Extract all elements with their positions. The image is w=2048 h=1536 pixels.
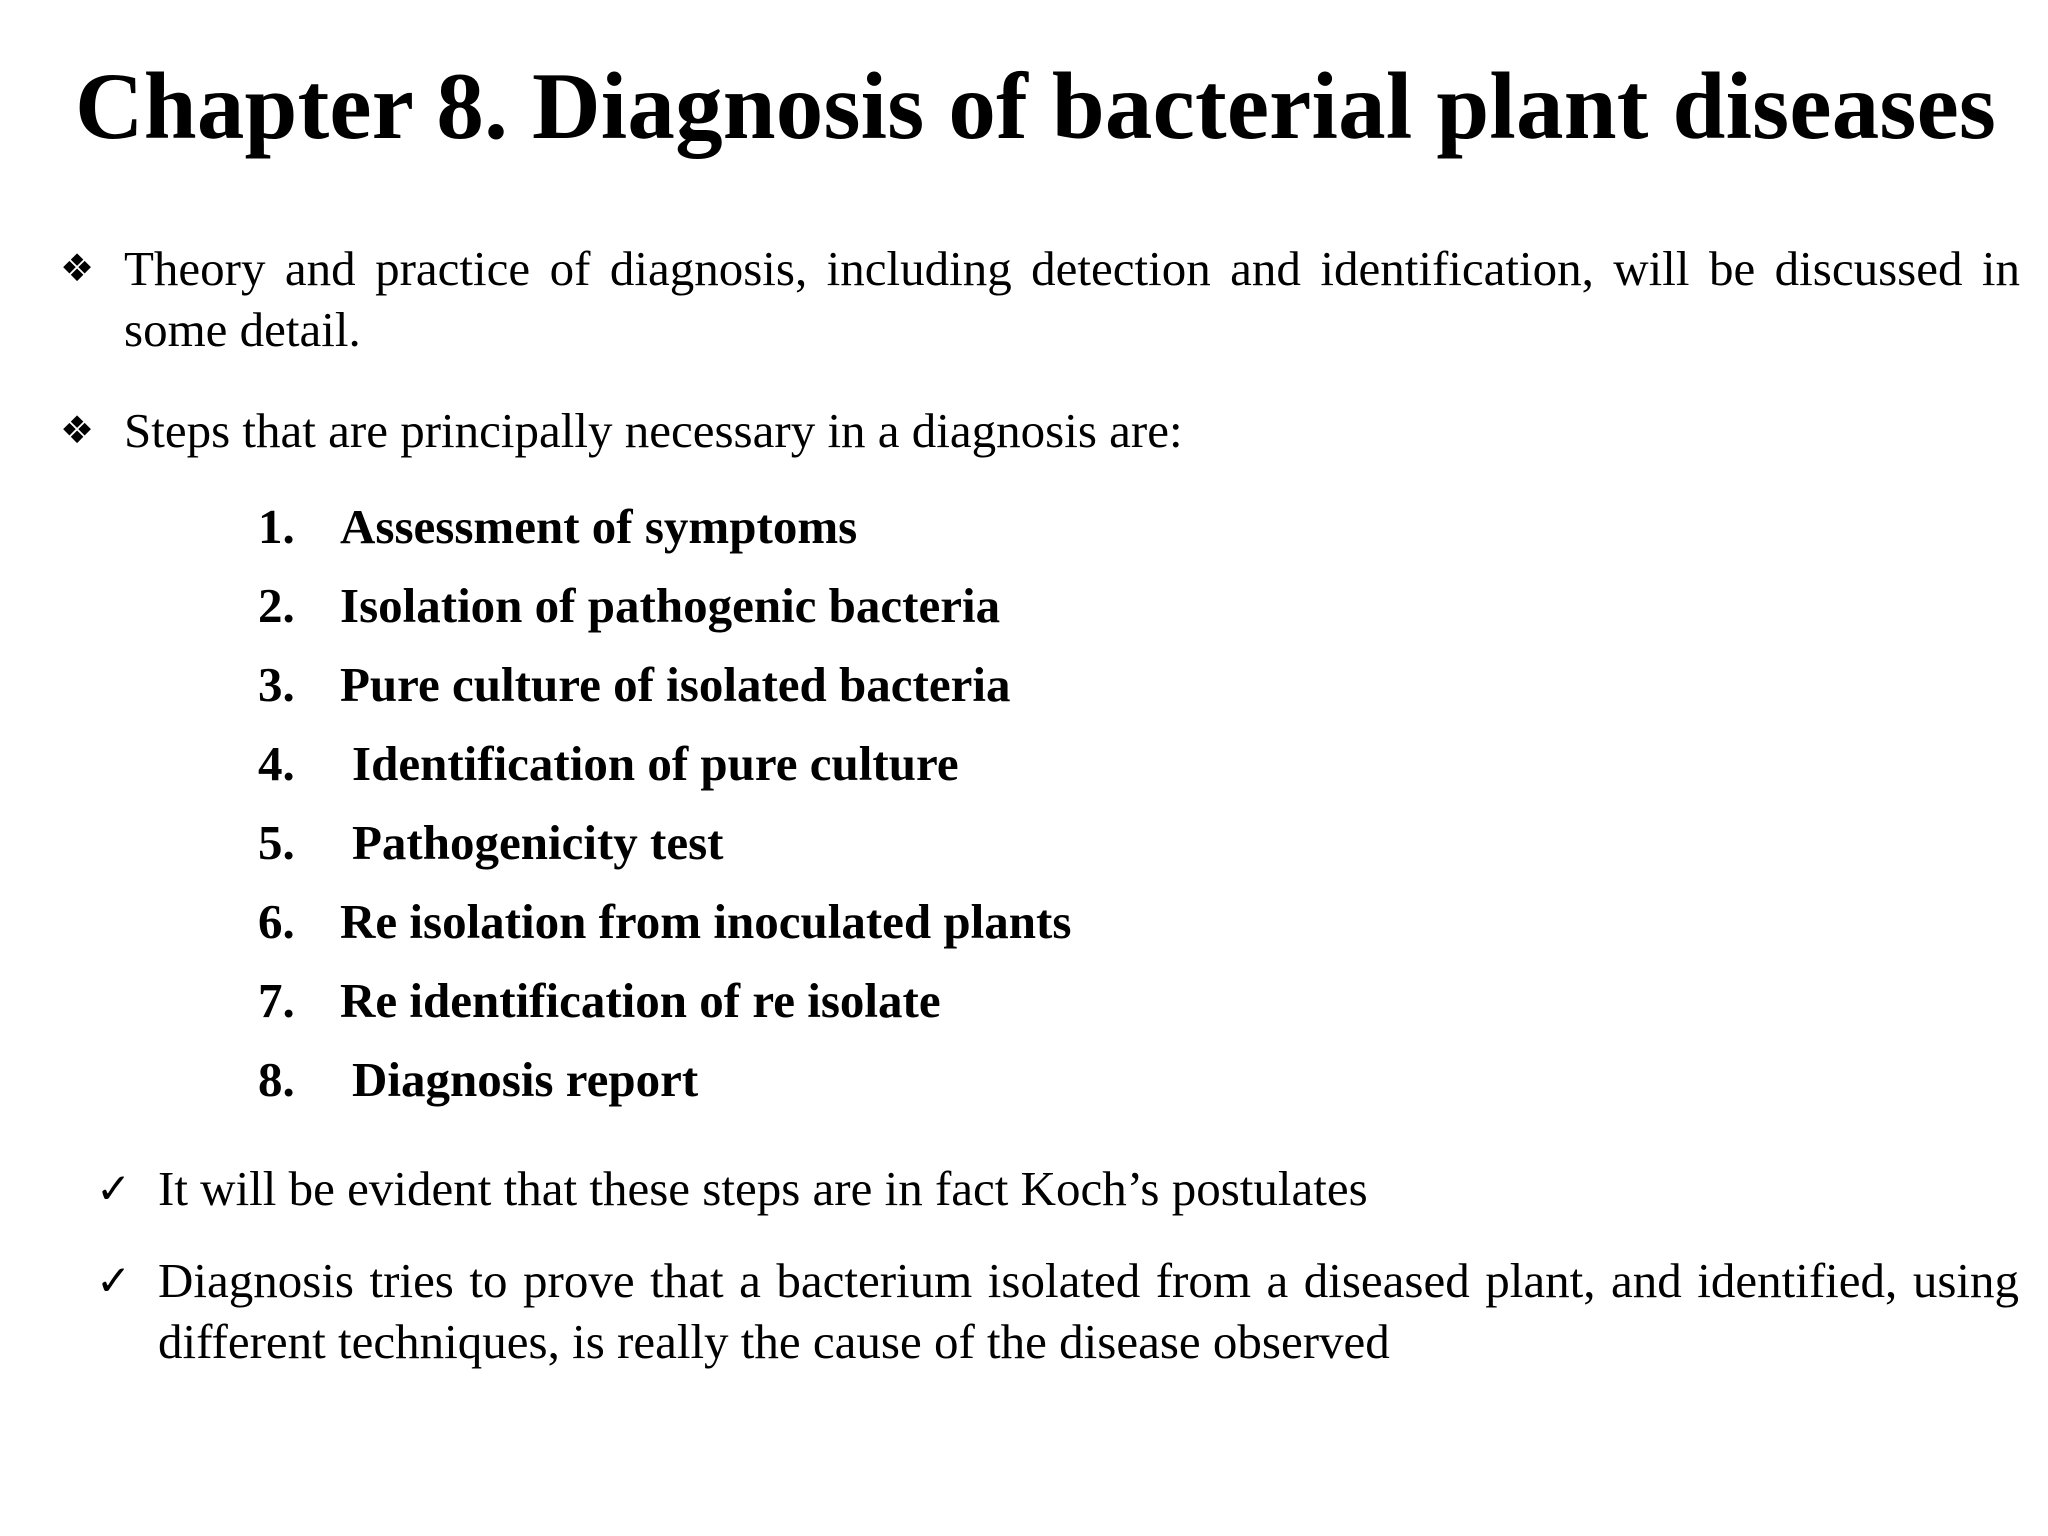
checkmark-icon: ✓ (96, 1164, 132, 1213)
check-text: It will be evident that these steps are in fact Koch’s postulates (158, 1161, 1368, 1216)
step-item (258, 961, 1071, 1040)
diamond-bullet-icon: ❖ (60, 246, 95, 290)
step-item (258, 1040, 1071, 1119)
step-number: 7. (258, 973, 295, 1028)
step-item (258, 566, 1071, 645)
step-label: Identification of pure culture (352, 736, 959, 791)
slide-title: Chapter 8. Diagnosis of bacterial plant diseases (75, 53, 1997, 159)
step-label: Re isolation from inoculated plants (340, 894, 1072, 949)
bullet-text: Theory and practice of diagnosis, including detection and identification, will be discussed in some detail. (124, 241, 2020, 357)
step-label: Diagnosis report (352, 1052, 699, 1107)
bullet-list (60, 238, 2020, 461)
check-list (96, 1158, 2019, 1372)
step-number: 1. (258, 499, 295, 554)
bullet-text: Steps that are principally necessary in a diagnosis are: (124, 403, 1183, 458)
step-item (258, 803, 1071, 882)
step-number: 4. (258, 736, 295, 791)
diamond-bullet-icon: ❖ (60, 408, 95, 452)
step-item (258, 882, 1071, 961)
step-item (258, 724, 1071, 803)
check-text: Diagnosis tries to prove that a bacterium isolated from a diseased plant, and identified, using different techniques, is really the cause of the disease observed (158, 1253, 2019, 1369)
step-label: Assessment of symptoms (340, 499, 858, 554)
step-item (258, 645, 1071, 724)
diagnosis-steps-list (258, 487, 1071, 1119)
step-label: Re identification of re isolate (340, 973, 941, 1028)
checkmark-icon: ✓ (96, 1256, 132, 1305)
check-item (96, 1250, 2019, 1372)
step-item (258, 487, 1071, 566)
step-label: Pure culture of isolated bacteria (340, 657, 1011, 712)
step-number: 3. (258, 657, 295, 712)
step-number: 8. (258, 1052, 295, 1107)
step-number: 6. (258, 894, 295, 949)
step-number: 2. (258, 578, 295, 633)
check-item (96, 1158, 2019, 1219)
step-number: 5. (258, 815, 295, 870)
bullet-item (60, 238, 2020, 360)
step-label: Isolation of pathogenic bacteria (340, 578, 1001, 633)
bullet-item (60, 400, 2020, 461)
step-label: Pathogenicity test (352, 815, 724, 870)
